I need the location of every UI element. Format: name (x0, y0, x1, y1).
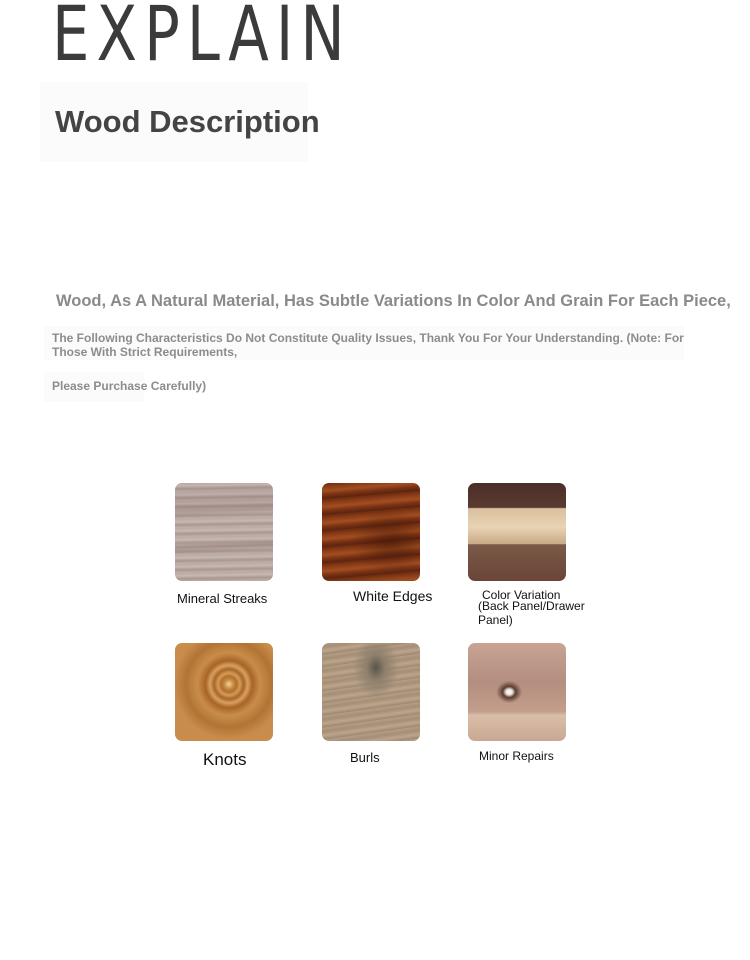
warning-text: Please Purchase Carefully) (52, 379, 207, 393)
intro-text: Wood, As A Natural Material, Has Subtle Variations In Color And Grain For Each Piece, (56, 292, 731, 310)
page-title: EXPLAIN (52, 0, 352, 78)
note-text: The Following Characteristics Do Not Constitute Quality Issues, Thank You For Your Understanding. (Note: For Those With Strict Requirements, (52, 331, 684, 359)
burls-label: Burls (350, 750, 380, 765)
minor-repairs-image (468, 643, 566, 741)
section-heading: Wood Description (55, 104, 320, 139)
minor-repairs-label: Minor Repairs (479, 749, 554, 763)
mineral-streaks-image (175, 483, 273, 581)
burls-image (322, 643, 420, 741)
white-edges-image (322, 483, 420, 581)
mineral-streaks-label: Mineral Streaks (177, 591, 268, 606)
color-variation-image (468, 483, 566, 581)
knots-image (175, 643, 273, 741)
white-edges-label: White Edges (353, 588, 433, 604)
color-variation-label: Color Variation (482, 588, 561, 602)
knots-label: Knots (203, 750, 247, 769)
color-variation-sublabel: (Back Panel/Drawer Panel) (478, 599, 585, 627)
